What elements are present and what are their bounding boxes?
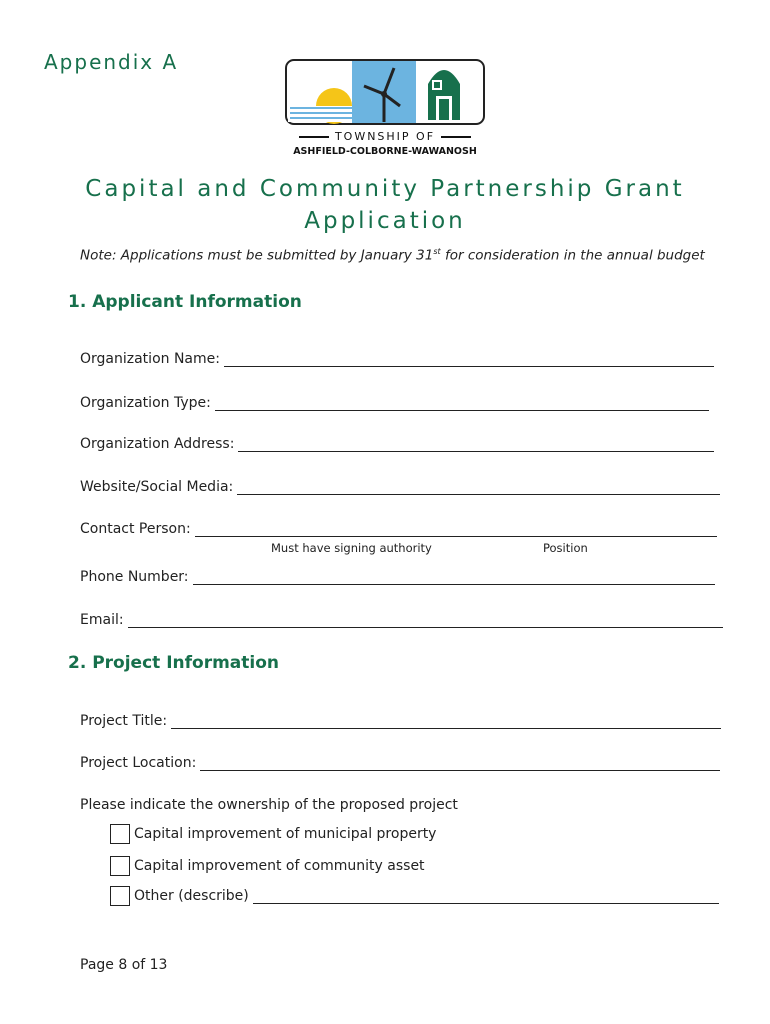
ownership-prompt: Please indicate the ownership of the proposed project <box>80 797 458 813</box>
project-location-line[interactable] <box>200 756 720 771</box>
project-title-field[interactable] <box>80 713 721 729</box>
option-label: Capital improvement of municipal property <box>134 826 437 842</box>
org-type-field[interactable] <box>80 395 709 411</box>
checkbox[interactable] <box>110 824 130 844</box>
section-applicant-heading: 1. Applicant Information <box>68 292 302 312</box>
org-name-label: Organization Name: <box>80 351 220 367</box>
org-type-label: Organization Type: <box>80 395 211 411</box>
option-label: Capital improvement of community asset <box>134 858 425 874</box>
logo-graphic <box>282 58 488 128</box>
website-label: Website/Social Media: <box>80 479 234 495</box>
contact-person-label: Contact Person: <box>80 521 191 537</box>
phone-label: Phone Number: <box>80 569 189 585</box>
township-logo <box>282 58 488 162</box>
checkbox[interactable] <box>110 886 130 906</box>
email-label: Email: <box>80 612 124 628</box>
page-number: Page 8 of 13 <box>80 957 168 973</box>
website-field[interactable] <box>80 479 720 495</box>
org-name-line[interactable] <box>224 352 714 367</box>
option-community-asset[interactable] <box>110 856 425 876</box>
org-address-field[interactable] <box>80 436 714 452</box>
form-title-line-2: Application <box>304 208 466 234</box>
logo-line-2: ASHFIELD-COLBORNE-WAWANOSH <box>293 146 477 157</box>
appendix-label: Appendix A <box>44 50 179 74</box>
org-type-line[interactable] <box>215 396 709 411</box>
email-line[interactable] <box>128 613 723 628</box>
phone-line[interactable] <box>193 570 715 585</box>
position-caption: Position <box>543 541 588 555</box>
other-describe-line[interactable] <box>253 889 719 904</box>
phone-field[interactable] <box>80 569 715 585</box>
option-label: Other (describe) <box>134 888 249 904</box>
org-address-label: Organization Address: <box>80 436 235 452</box>
form-title-line-1: Capital and Community Partnership Grant <box>85 176 685 202</box>
project-title-line[interactable] <box>171 714 721 729</box>
contact-person-field[interactable] <box>80 521 717 537</box>
signing-authority-caption: Must have signing authority <box>271 541 432 555</box>
submission-note: Note: Applications must be submitted by January 31st for consideration in the annual budget <box>80 247 705 264</box>
contact-person-line[interactable] <box>195 522 717 537</box>
project-title-label: Project Title: <box>80 713 168 729</box>
email-field[interactable] <box>80 612 723 628</box>
option-other[interactable] <box>110 886 719 906</box>
section-project-heading: 2. Project Information <box>68 653 280 673</box>
org-address-line[interactable] <box>238 437 714 452</box>
logo-line-1: TOWNSHIP OF <box>282 130 488 143</box>
project-location-field[interactable] <box>80 755 720 771</box>
project-location-label: Project Location: <box>80 755 197 771</box>
option-municipal-property[interactable] <box>110 824 436 844</box>
org-name-field[interactable] <box>80 351 714 367</box>
website-line[interactable] <box>237 480 720 495</box>
checkbox[interactable] <box>110 856 130 876</box>
